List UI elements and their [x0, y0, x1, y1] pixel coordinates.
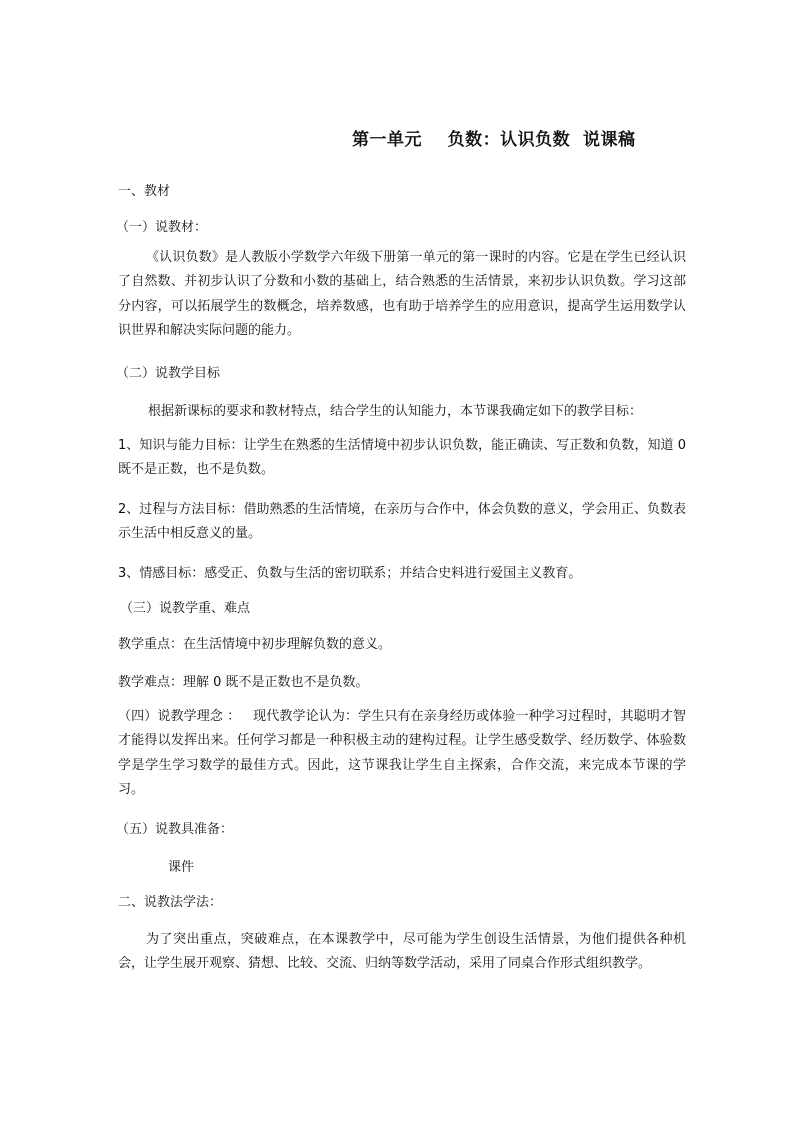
- subsection-1-3-heading: （三）说教学重、难点: [120, 601, 251, 616]
- subsection-1-4-body: （四）说教学理念 ： 现代教学论认为：学生只有在亲身经历或体验一种学习过程时，其聪明才智才能得以发挥出来。任何学习都是一种积极主动的建构过程。让学生感受数学、经历数学、体验数学是学生学习数学的最佳方式。因此，这节课我让学生自主探索，合作交流，来完成本节课的学习。: [118, 709, 686, 798]
- subsection-1-5-body: 课件: [168, 860, 195, 875]
- goal-1: 1、知识与能力目标：让学生在熟悉的生活情境中初步认识负数，能正确读、写正数和负数，知道 0 既不是正数，也不是负数。: [118, 438, 686, 478]
- goal-2: 2、过程与方法目标：借助熟悉的生活情境，在亲历与合作中，体会负数的意义，学会用正、负数表示生活中相反意义的量。: [118, 502, 686, 542]
- subsection-1-1-body: 《认识负数》是人教版小学数学六年级下册第一单元的第一课时的内容。它是在学生已经认识了自然数、并初步认识了分数和小数的基础上，结合熟悉的生活情景，来初步认识负数。学习这部分内容，可以拓展学生的数概念，培养数感，也有助于培养学生的应用意识，提高学生运用数学认识世界和解决实际问题的能力。: [118, 250, 686, 339]
- subsection-1-2-intro: 根据新课标的要求和教材特点，结合学生的认知能力，本节课我确定如下的教学目标：: [148, 404, 643, 419]
- difficult-point: 教学难点：理解 0 既不是正数也不是负数。: [118, 675, 369, 690]
- subsection-1-1-heading: （一）说教材：: [116, 220, 208, 235]
- subsection-1-2-heading: （二）说教学目标: [116, 366, 221, 381]
- goal-3: 3、情感目标：感受正、负数与生活的密切联系；并结合史料进行爱国主义教育。: [118, 566, 582, 581]
- section-2-heading: 二、说教法学法：: [118, 895, 223, 910]
- subsection-1-5-heading: （五）说教具准备：: [116, 822, 234, 837]
- section-1-heading: 一、教材: [118, 184, 171, 199]
- document-title: 第一单元 负数：认识负数 说课稿: [352, 130, 636, 150]
- key-point: 教学重点：在生活情境中初步理解负数的意义。: [118, 637, 392, 652]
- section-2-body: 为了突出重点，突破难点，在本课教学中，尽可能为学生创设生活情景，为他们提供各种机会，让学生展开观察、猜想、比较、交流、归纳等数学活动，采用了同桌合作形式组织教学。: [118, 932, 686, 972]
